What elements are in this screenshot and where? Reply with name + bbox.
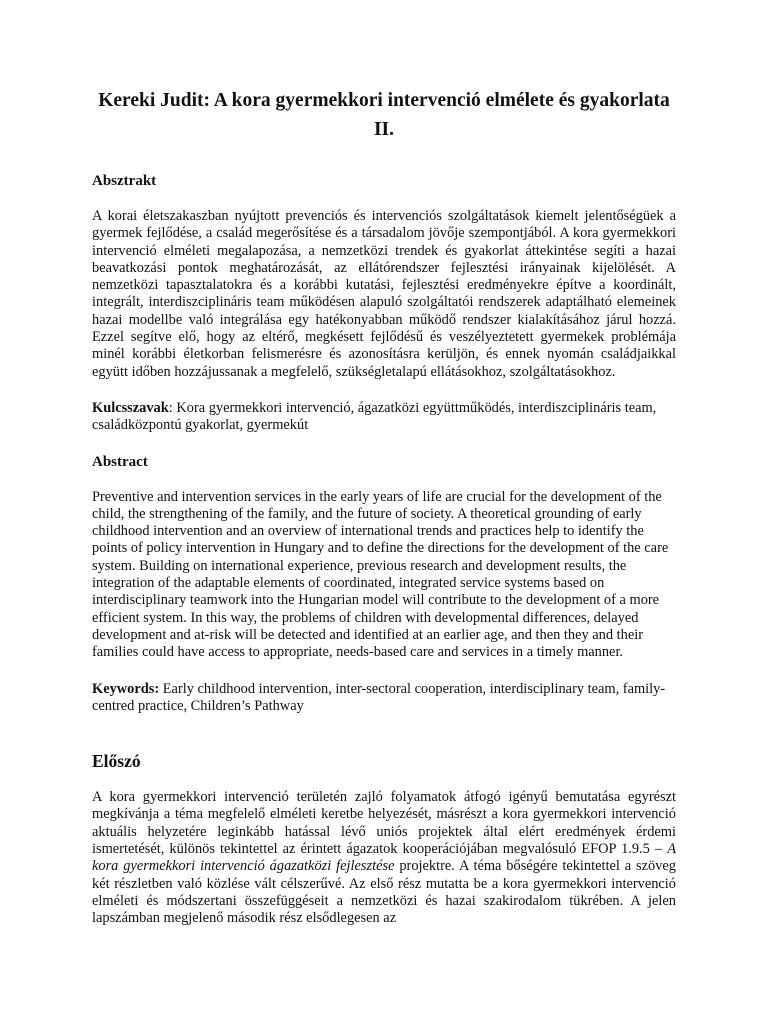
eloszo-heading: Előszó (92, 751, 141, 772)
abstract-paragraph: Preventive and intervention services in the early years of life are crucial for the development of the child, the strengthening of the family, and the future of society. A theoretical grounding of early childhood intervention and an overview of international trends and practices help to identify the points of policy intervention in Hungary and to define the directions for the development of the care system. Building on international experience, previous research and development results, the integration of the adaptable elements of coordinated, integrated service systems based on interdisciplinary teamwork into the Hungarian model will contribute to the development of a more efficient system. In this way, the problems of children with developmental differences, delayed development and at-risk will be detected and identified at an earlier age, and then they and their families could have access to appropriate, needs-based care and services in a timely manner. (92, 488, 669, 661)
absztrakt-paragraph: A korai életszakaszban nyújtott prevenciós és intervenciós szolgáltatások kiemelt jelentőségüek a gyermek fejlődése, a család megerősítése és a társadalom jövője szempontjából. A kora gyermekkori intervenció elméleti megalapozása, a nemzetközi trendek és gyakorlat áttekintése segíti a hazai beavatkozási pontok meghatározását, az ellátórendszer fejlesztési irányainak kijelölését. A nemzetközi tapasztalatokra és a korábbi kutatási, fejlesztési eredményekre építve a koordinált, integrált, interdiszciplináris team működésen alapuló szolgáltatói rendszerek adaptálható elemeinek hazai modellbe való integrálása egy hatékonyabban működő rendszer kialakításához járul hozzá. Ezzel segítve elő, hogy az eltérő, megkésett fejlődésű és veszélyeztetett gyermekek problémája minél korábbi életkorban felismerésre és azonosításra kerüljön, és ennek nyomán családjaikkal együtt időben hozzájussanak a megfelelő, szükségletalapú ellátásokhoz, szolgáltatásokhoz. (92, 208, 676, 380)
keywords-paragraph (92, 681, 676, 716)
eloszo-text-before: A kora gyermekkori intervenció területén zajló folyamatok átfogó igényű bemutatása egyrészt megkívánja a téma megfelelő elméleti keretbe helyezését, másrészt a kora gyermekkori intervenció aktuális helyzetére leginkább hatással lévő uniós projektek által elért eredmények érdemi ismertetését, különös tekintettel az érintett ágazatok kooperációjában megvalósuló EFOP 1.9.5 – (92, 789, 676, 858)
document-title: Kereki Judit: A kora gyermekkori intervenció elmélete és gyakorlata II. (98, 90, 670, 140)
kulcsszavak-text: : Kora gyermekkori intervenció, ágazatközi együttműködés, interdiszciplináris team, családközpontú gyakorlat, gyermekút (92, 399, 657, 434)
keywords-label: Keywords: (92, 680, 160, 697)
abstract-heading: Abstract (92, 453, 148, 470)
keywords-text: Early childhood intervention, inter-sectoral cooperation, interdisciplinary team, family-centred practice, Children’s Pathway (92, 680, 666, 714)
kulcsszavak-label: Kulcsszavak (92, 399, 169, 416)
kulcsszavak-paragraph (92, 400, 676, 435)
eloszo-paragraph (92, 789, 676, 927)
absztrakt-heading: Absztrakt (92, 173, 157, 189)
eloszo-text-after: projektre. A téma bőségére tekintettel a szöveg két részletben való közlése vált célszerűvé. Az első rész mutatta be a kora gyermekkori intervenció elméleti és módszertani összefüggéseit a nemzetközi és hazai szakirodalom tükrében. A jelen lapszámban megjelenő második rész elsődlegesen az (92, 858, 676, 927)
document-page (92, 0, 676, 928)
eloszo-project-title: A kora gyermekkori intervenció ágazatközi fejlesztése (92, 841, 676, 875)
